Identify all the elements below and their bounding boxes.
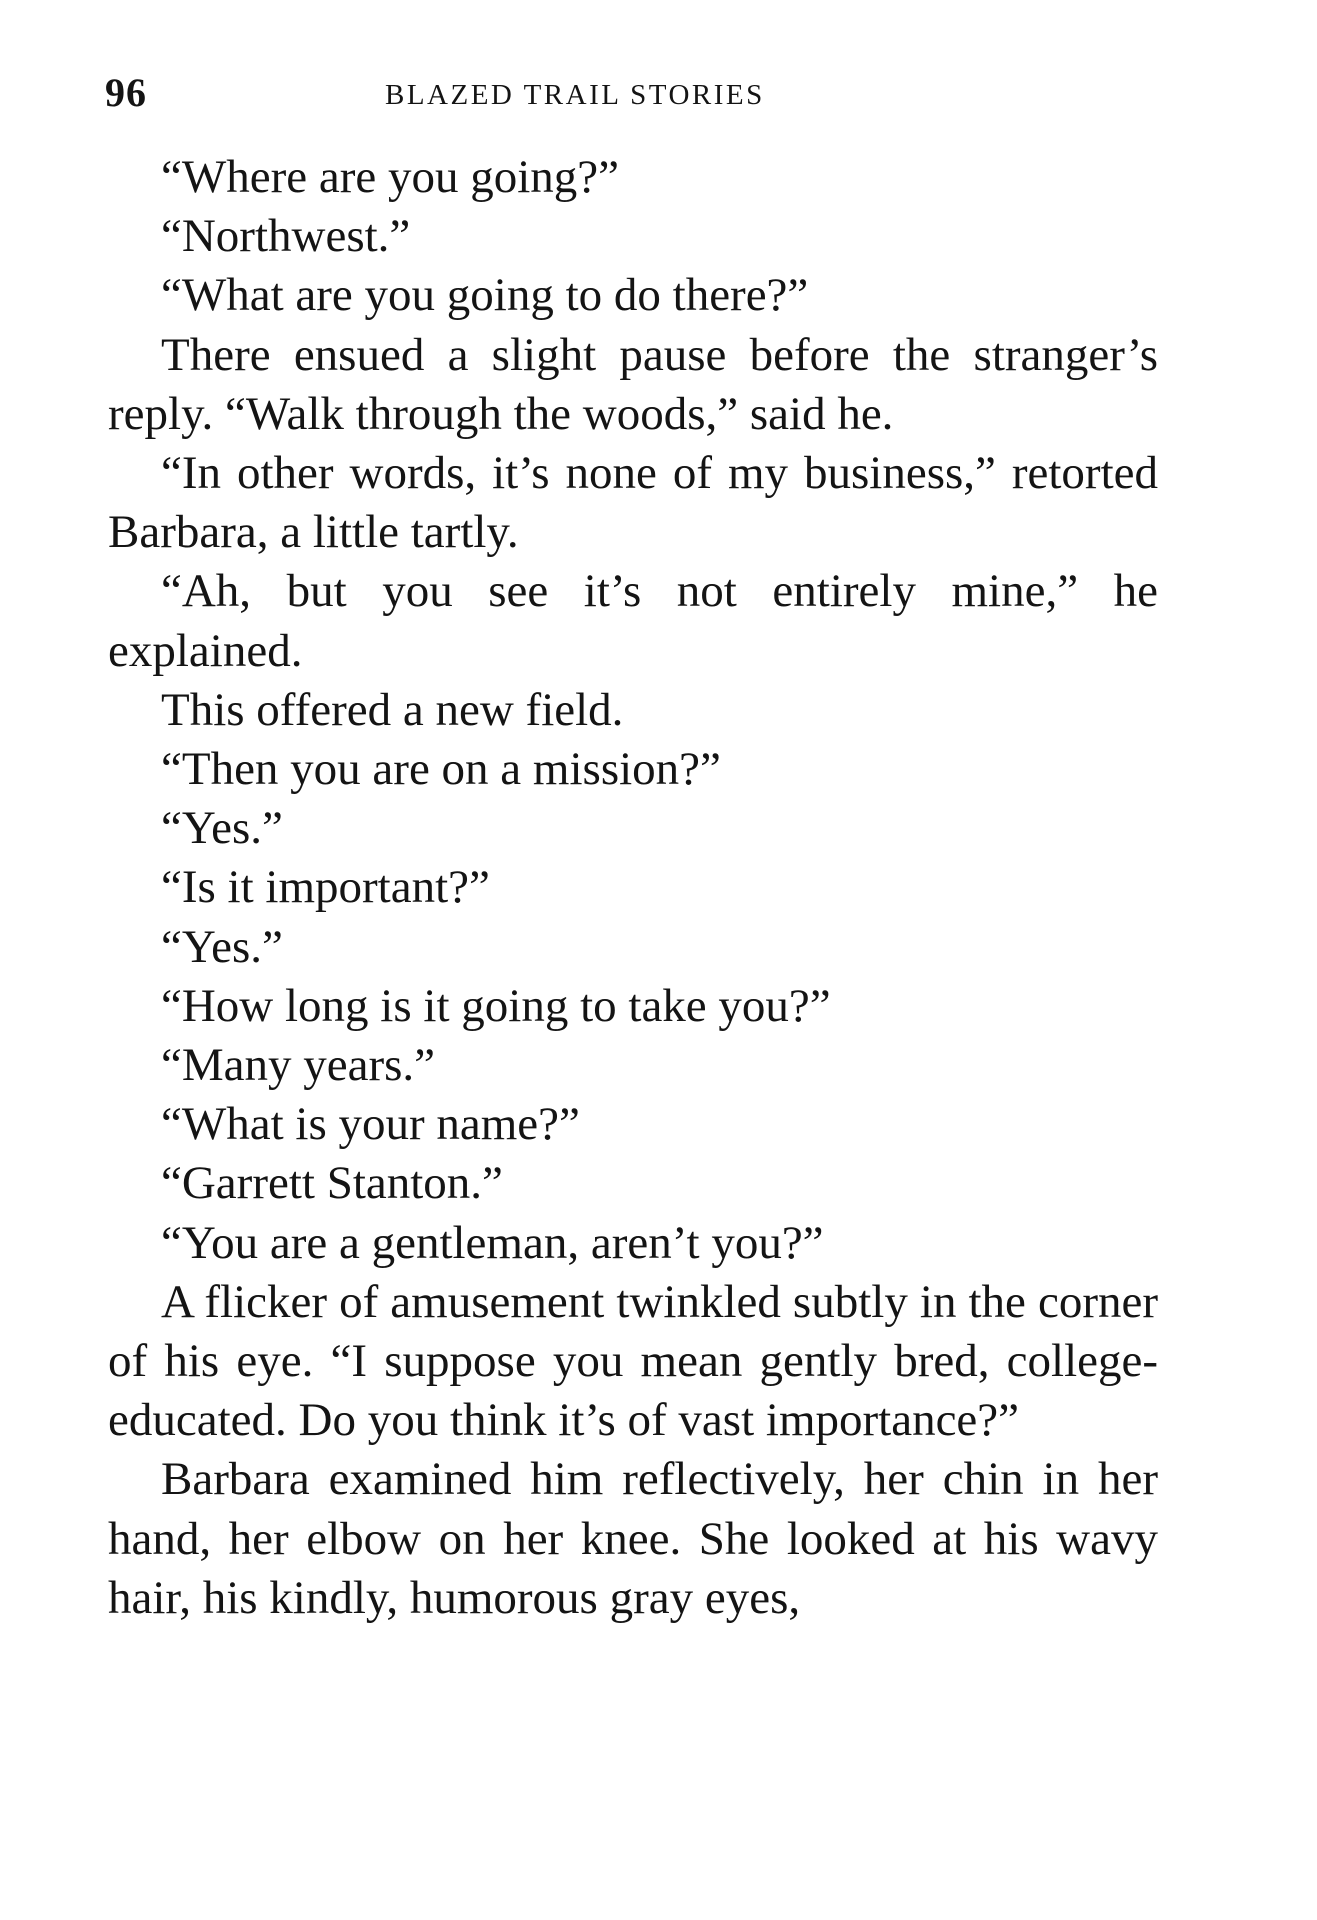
paragraph: “Northwest.” (161, 210, 411, 263)
paragraph: “In other words, it’s none of my business,” retorted Barbara, a little tartly. (108, 447, 1158, 559)
paragraph: “Many years.” (161, 1039, 436, 1092)
paragraph: “How long is it going to take you?” (161, 979, 831, 1032)
body-text (108, 148, 1158, 1628)
paragraph: “Yes.” (161, 802, 283, 855)
paragraph: “What are you going to do there?” (161, 269, 809, 322)
paragraph: “You are a gentleman, aren’t you?” (161, 1216, 824, 1269)
paragraph: This offered a new field. (161, 683, 624, 736)
paragraph: A flicker of amusement twinkled subtly in the corner of his eye. “I suppose you mean gently bred, college-educated. Do you think it’s of vast importance?” (108, 1275, 1158, 1447)
paragraph: “What is your name?” (161, 1098, 580, 1151)
paragraph: “Then you are on a mission?” (161, 743, 721, 796)
paragraph: Barbara examined him reflectively, her chin in her hand, her elbow on her knee. She looked at his wavy hair, his kindly, humorous gray eyes, (108, 1453, 1158, 1624)
paragraph: “Garrett Stanton.” (161, 1157, 503, 1210)
running-head: BLAZED TRAIL STORIES (385, 79, 765, 111)
paragraph: There ensued a slight pause before the stranger’s reply. “Walk through the woods,” said he. (108, 328, 1158, 440)
page-number: 96 (105, 70, 147, 115)
paragraph: “Ah, but you see it’s not entirely mine,” he explained. (108, 565, 1158, 677)
paragraph: “Where are you going?” (161, 151, 619, 203)
paragraph: “Yes.” (161, 920, 283, 973)
paragraph: “Is it important?” (161, 861, 490, 914)
page-header (105, 68, 1155, 118)
